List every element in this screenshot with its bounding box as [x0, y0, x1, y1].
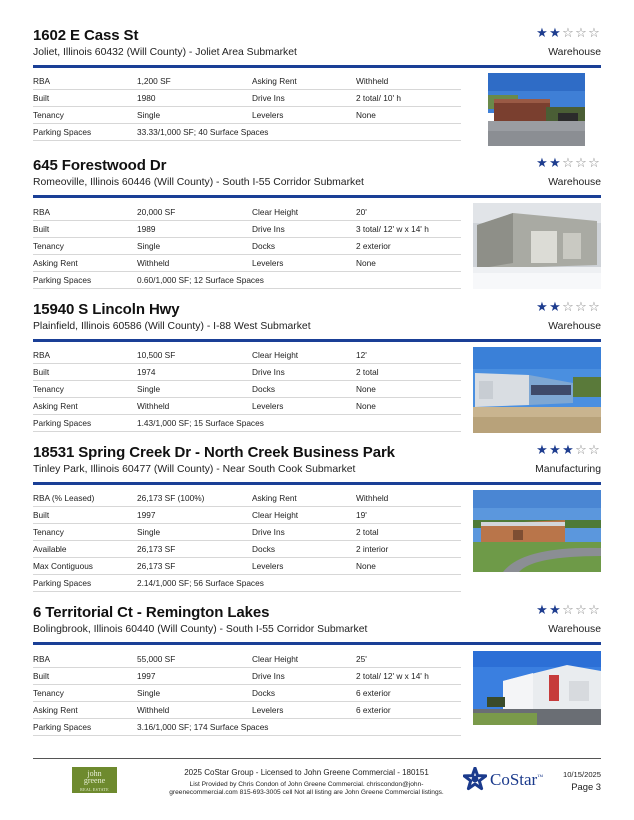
- row-label: RBA: [33, 347, 137, 364]
- row-value: 26,173 SF (100%): [137, 490, 252, 507]
- row-label: Tenancy: [33, 107, 137, 124]
- row-label: Asking Rent: [252, 73, 356, 90]
- listing-location: Plainfield, Illinois 60586 (Will County) - I-88 West Submarket: [33, 321, 311, 332]
- star-empty-icon: ☆: [588, 155, 601, 170]
- row-label: Built: [33, 668, 137, 685]
- row-label: RBA: [33, 204, 137, 221]
- listing-header: [33, 157, 601, 193]
- listing-card: [33, 299, 601, 428]
- star-rating: [536, 299, 601, 315]
- star-empty-icon: ☆: [575, 602, 588, 617]
- listing-address[interactable]: 18531 Spring Creek Dr - North Creek Business Park: [33, 444, 395, 461]
- row-label: Clear Height: [252, 507, 356, 524]
- listing-address[interactable]: 1602 E Cass St: [33, 27, 139, 44]
- section-rule: [33, 195, 601, 198]
- row-value: Single: [137, 238, 252, 255]
- row-value: Single: [137, 107, 252, 124]
- parking-value: 3.16/1,000 SF; 174 Surface Spaces: [137, 719, 461, 736]
- listing-card: [33, 442, 601, 588]
- row-value: 6 exterior: [356, 702, 461, 719]
- row-value: Single: [137, 685, 252, 702]
- trademark-mark: ™: [537, 774, 544, 781]
- logo-text: john: [87, 769, 102, 778]
- row-value: 3 total/ 12' w x 14' h: [356, 221, 461, 238]
- listing-address[interactable]: 6 Territorial Ct - Remington Lakes: [33, 604, 270, 621]
- row-label: Parking Spaces: [33, 415, 137, 432]
- row-label: Docks: [252, 541, 356, 558]
- section-rule: [33, 482, 601, 485]
- row-label: Clear Height: [252, 347, 356, 364]
- star-empty-icon: ☆: [588, 299, 601, 314]
- license-text: 2025 CoStar Group - Licensed to John Greene Commercial - 180151: [184, 768, 429, 777]
- row-value: 2 total/ 10' h: [356, 90, 461, 107]
- row-value: Withheld: [137, 255, 252, 272]
- row-label: Built: [33, 90, 137, 107]
- row-label: Drive Ins: [252, 364, 356, 381]
- section-rule: [33, 65, 601, 68]
- star-empty-icon: ☆: [575, 442, 588, 457]
- footer-text: [169, 768, 444, 797]
- row-label: Docks: [252, 685, 356, 702]
- row-label: Asking Rent: [252, 490, 356, 507]
- row-label: Levelers: [252, 107, 356, 124]
- section-rule: [33, 642, 601, 645]
- property-type: Manufacturing: [535, 464, 601, 475]
- row-value: None: [356, 381, 461, 398]
- listing-address[interactable]: 645 Forestwood Dr: [33, 157, 167, 174]
- listing-location: Romeoville, Illinois 60446 (Will County) - South I-55 Corridor Submarket: [33, 177, 364, 188]
- row-label: Clear Height: [252, 651, 356, 668]
- star-empty-icon: ☆: [562, 602, 575, 617]
- row-label: Max Contiguous: [33, 558, 137, 575]
- row-value: 26,173 SF: [137, 558, 252, 575]
- row-label: Drive Ins: [252, 90, 356, 107]
- row-value: 1997: [137, 668, 252, 685]
- listing-header: [33, 604, 601, 640]
- star-filled-icon: ★: [536, 602, 549, 617]
- parking-value: 33.33/1,000 SF; 40 Surface Spaces: [137, 124, 461, 141]
- brand-name: CoStar: [490, 770, 538, 789]
- property-photo[interactable]: [473, 490, 601, 572]
- row-label: Levelers: [252, 558, 356, 575]
- row-label: Built: [33, 507, 137, 524]
- row-value: None: [356, 398, 461, 415]
- row-label: Drive Ins: [252, 668, 356, 685]
- row-value: 2 interior: [356, 541, 461, 558]
- row-label: Available: [33, 541, 137, 558]
- row-value: None: [356, 107, 461, 124]
- row-label: Levelers: [252, 398, 356, 415]
- row-label: Clear Height: [252, 204, 356, 221]
- listing-header: [33, 27, 601, 63]
- star-filled-icon: ★: [536, 299, 549, 314]
- row-value: 26,173 SF: [137, 541, 252, 558]
- row-value: 1,200 SF: [137, 73, 252, 90]
- row-label: RBA: [33, 73, 137, 90]
- row-label: RBA: [33, 651, 137, 668]
- row-label: Docks: [252, 238, 356, 255]
- star-filled-icon: ★: [536, 25, 549, 40]
- row-value: None: [356, 558, 461, 575]
- page-number: Page 3: [571, 781, 601, 792]
- star-filled-icon: ★: [549, 602, 562, 617]
- row-label: Drive Ins: [252, 524, 356, 541]
- property-type: Warehouse: [548, 177, 601, 188]
- row-value: Single: [137, 524, 252, 541]
- star-empty-icon: ☆: [562, 25, 575, 40]
- listing-address[interactable]: 15940 S Lincoln Hwy: [33, 301, 180, 318]
- property-type: Warehouse: [548, 47, 601, 58]
- property-type: Warehouse: [548, 624, 601, 635]
- star-filled-icon: ★: [562, 442, 575, 457]
- row-value: None: [356, 255, 461, 272]
- star-rating: [536, 602, 601, 618]
- row-value: Withheld: [356, 490, 461, 507]
- property-photo[interactable]: [473, 203, 601, 289]
- row-value: 2 total/ 12' w x 14' h: [356, 668, 461, 685]
- star-rating: [536, 155, 601, 171]
- listing-header: [33, 444, 601, 480]
- star-empty-icon: ☆: [588, 442, 601, 457]
- property-photo[interactable]: [473, 347, 601, 433]
- parking-value: 1.43/1,000 SF; 15 Surface Spaces: [137, 415, 461, 432]
- row-label: Parking Spaces: [33, 272, 137, 289]
- star-filled-icon: ★: [536, 155, 549, 170]
- row-value: 12': [356, 347, 461, 364]
- costar-icon: [463, 767, 487, 791]
- row-label: Parking Spaces: [33, 719, 137, 736]
- listing-header: [33, 301, 601, 337]
- row-label: Tenancy: [33, 381, 137, 398]
- star-empty-icon: ☆: [588, 602, 601, 617]
- parking-value: 0.60/1,000 SF; 12 Surface Spaces: [137, 272, 461, 289]
- row-label: Levelers: [252, 255, 356, 272]
- property-type: Warehouse: [548, 321, 601, 332]
- row-value: Withheld: [137, 398, 252, 415]
- listing-card: [33, 25, 601, 137]
- row-label: Drive Ins: [252, 221, 356, 238]
- logo-tagline: REAL ESTATE: [80, 787, 109, 792]
- row-value: 2 exterior: [356, 238, 461, 255]
- row-label: RBA (% Leased): [33, 490, 137, 507]
- star-filled-icon: ★: [549, 25, 562, 40]
- row-value: Single: [137, 381, 252, 398]
- page-footer: [33, 758, 601, 818]
- star-filled-icon: ★: [549, 299, 562, 314]
- row-label: Asking Rent: [33, 702, 137, 719]
- row-label: Docks: [252, 381, 356, 398]
- row-label: Tenancy: [33, 524, 137, 541]
- row-label: Parking Spaces: [33, 124, 137, 141]
- listing-card: [33, 155, 601, 285]
- row-value: 1974: [137, 364, 252, 381]
- row-value: 1989: [137, 221, 252, 238]
- row-value: 55,000 SF: [137, 651, 252, 668]
- listing-location: Bolingbrook, Illinois 60440 (Will County) - South I-55 Corridor Submarket: [33, 624, 368, 635]
- star-empty-icon: ☆: [562, 299, 575, 314]
- star-rating: [536, 25, 601, 41]
- row-label: Built: [33, 364, 137, 381]
- row-label: Tenancy: [33, 685, 137, 702]
- star-empty-icon: ☆: [575, 25, 588, 40]
- star-filled-icon: ★: [536, 442, 549, 457]
- john-greene-logo: [72, 767, 117, 793]
- property-photo[interactable]: [488, 73, 585, 146]
- logo-text: greene: [83, 776, 106, 785]
- property-photo[interactable]: [473, 651, 601, 725]
- row-value: Withheld: [137, 702, 252, 719]
- row-value: 19': [356, 507, 461, 524]
- star-empty-icon: ☆: [588, 25, 601, 40]
- star-filled-icon: ★: [549, 442, 562, 457]
- row-label: Asking Rent: [33, 398, 137, 415]
- row-label: Tenancy: [33, 238, 137, 255]
- row-value: 25': [356, 651, 461, 668]
- row-value: 2 total: [356, 524, 461, 541]
- row-label: Asking Rent: [33, 255, 137, 272]
- star-empty-icon: ☆: [575, 299, 588, 314]
- listing-location: Tinley Park, Illinois 60477 (Will County) - Near South Cook Submarket: [33, 464, 356, 475]
- parking-value: 2.14/1,000 SF; 56 Surface Spaces: [137, 575, 461, 592]
- section-rule: [33, 339, 601, 342]
- star-filled-icon: ★: [549, 155, 562, 170]
- listing-note: List Provided by Chris Condon of John Greene Commercial. chriscondon@john-greenecommercial.com 815-693-3005 cell Not all listing are John Greene Commercial listings.: [169, 781, 444, 796]
- listing-location: Joliet, Illinois 60432 (Will County) - Joliet Area Submarket: [33, 47, 297, 58]
- row-value: 10,500 SF: [137, 347, 252, 364]
- row-label: Built: [33, 221, 137, 238]
- row-value: 1997: [137, 507, 252, 524]
- row-value: 2 total: [356, 364, 461, 381]
- row-value: 1980: [137, 90, 252, 107]
- star-empty-icon: ☆: [575, 155, 588, 170]
- listing-card: [33, 602, 601, 732]
- row-label: Levelers: [252, 702, 356, 719]
- row-value: Withheld: [356, 73, 461, 90]
- star-rating: [536, 442, 601, 458]
- report-date: 10/15/2025: [562, 770, 601, 779]
- costar-wordmark: [490, 770, 543, 790]
- row-value: 6 exterior: [356, 685, 461, 702]
- row-label: Parking Spaces: [33, 575, 137, 592]
- row-value: 20,000 SF: [137, 204, 252, 221]
- row-value: 20': [356, 204, 461, 221]
- costar-logo: [463, 767, 544, 796]
- star-empty-icon: ☆: [562, 155, 575, 170]
